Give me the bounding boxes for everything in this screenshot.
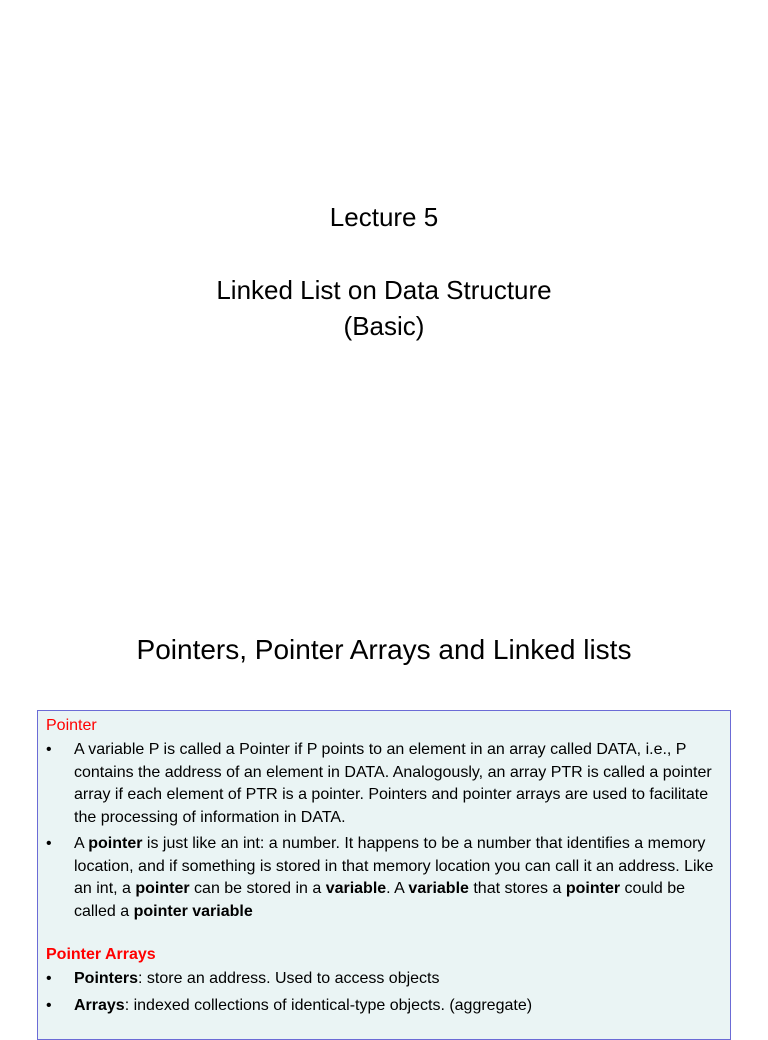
bullet-text-run: that stores a [468, 880, 566, 897]
content-box [37, 710, 731, 1040]
list-item [46, 833, 722, 923]
bullet-icon: • [46, 996, 52, 1014]
bullet-text-run: is just like an int: a number. It happens to be a number that identifies a memory location, and if something is stored in that memory location you can call it an address. Like an int, a [74, 835, 714, 897]
bold-term: pointer [88, 835, 143, 852]
bold-term: variable [325, 880, 387, 897]
pointer-bullet-list [46, 739, 722, 923]
bullet-text-run: could be called a [74, 880, 685, 920]
pointer-arrays-heading: Pointer Arrays [46, 946, 156, 963]
lecture-number: Lecture 5 [329, 202, 439, 232]
bullet-text-run: . A [386, 880, 409, 897]
bold-term: Pointers [74, 970, 139, 987]
lecture-subtitle: (Basic) [343, 311, 425, 341]
bold-term: pointer [565, 880, 621, 897]
list-item [46, 968, 722, 991]
bullet-icon: • [46, 835, 52, 852]
bullet-text-run: : store an address. Used to access objects [138, 970, 440, 987]
pointer-arrays-bullet-list [46, 968, 722, 1017]
bullet-text-run: A [74, 835, 89, 852]
bullet-text-run: : indexed collections of identical-type objects. (aggregate) [124, 996, 533, 1014]
bullet-icon: • [46, 970, 52, 987]
bullet-text-run: can be stored in a [189, 880, 326, 897]
bold-term: pointer variable [133, 902, 253, 920]
bold-term: pointer [135, 880, 190, 897]
bullet-icon: • [46, 741, 52, 758]
section-heading: Pointers, Pointer Arrays and Linked lists [136, 634, 632, 665]
list-item [46, 995, 722, 1018]
lecture-topic: Linked List on Data Structure [216, 275, 552, 305]
list-item [46, 739, 722, 829]
pointer-heading: Pointer [46, 717, 97, 734]
bullet-text: A variable P is called a Pointer if P points to an element in an array called DATA, i.e., P contains the address of an element in DATA. Analogously, an array PTR is called a pointer array if each element of PTR is a pointer. Pointers and pointer arrays are used to facilitate the processing of information in DATA. [74, 741, 712, 826]
bold-term: variable [408, 880, 469, 897]
bold-term: Arrays [74, 996, 125, 1014]
